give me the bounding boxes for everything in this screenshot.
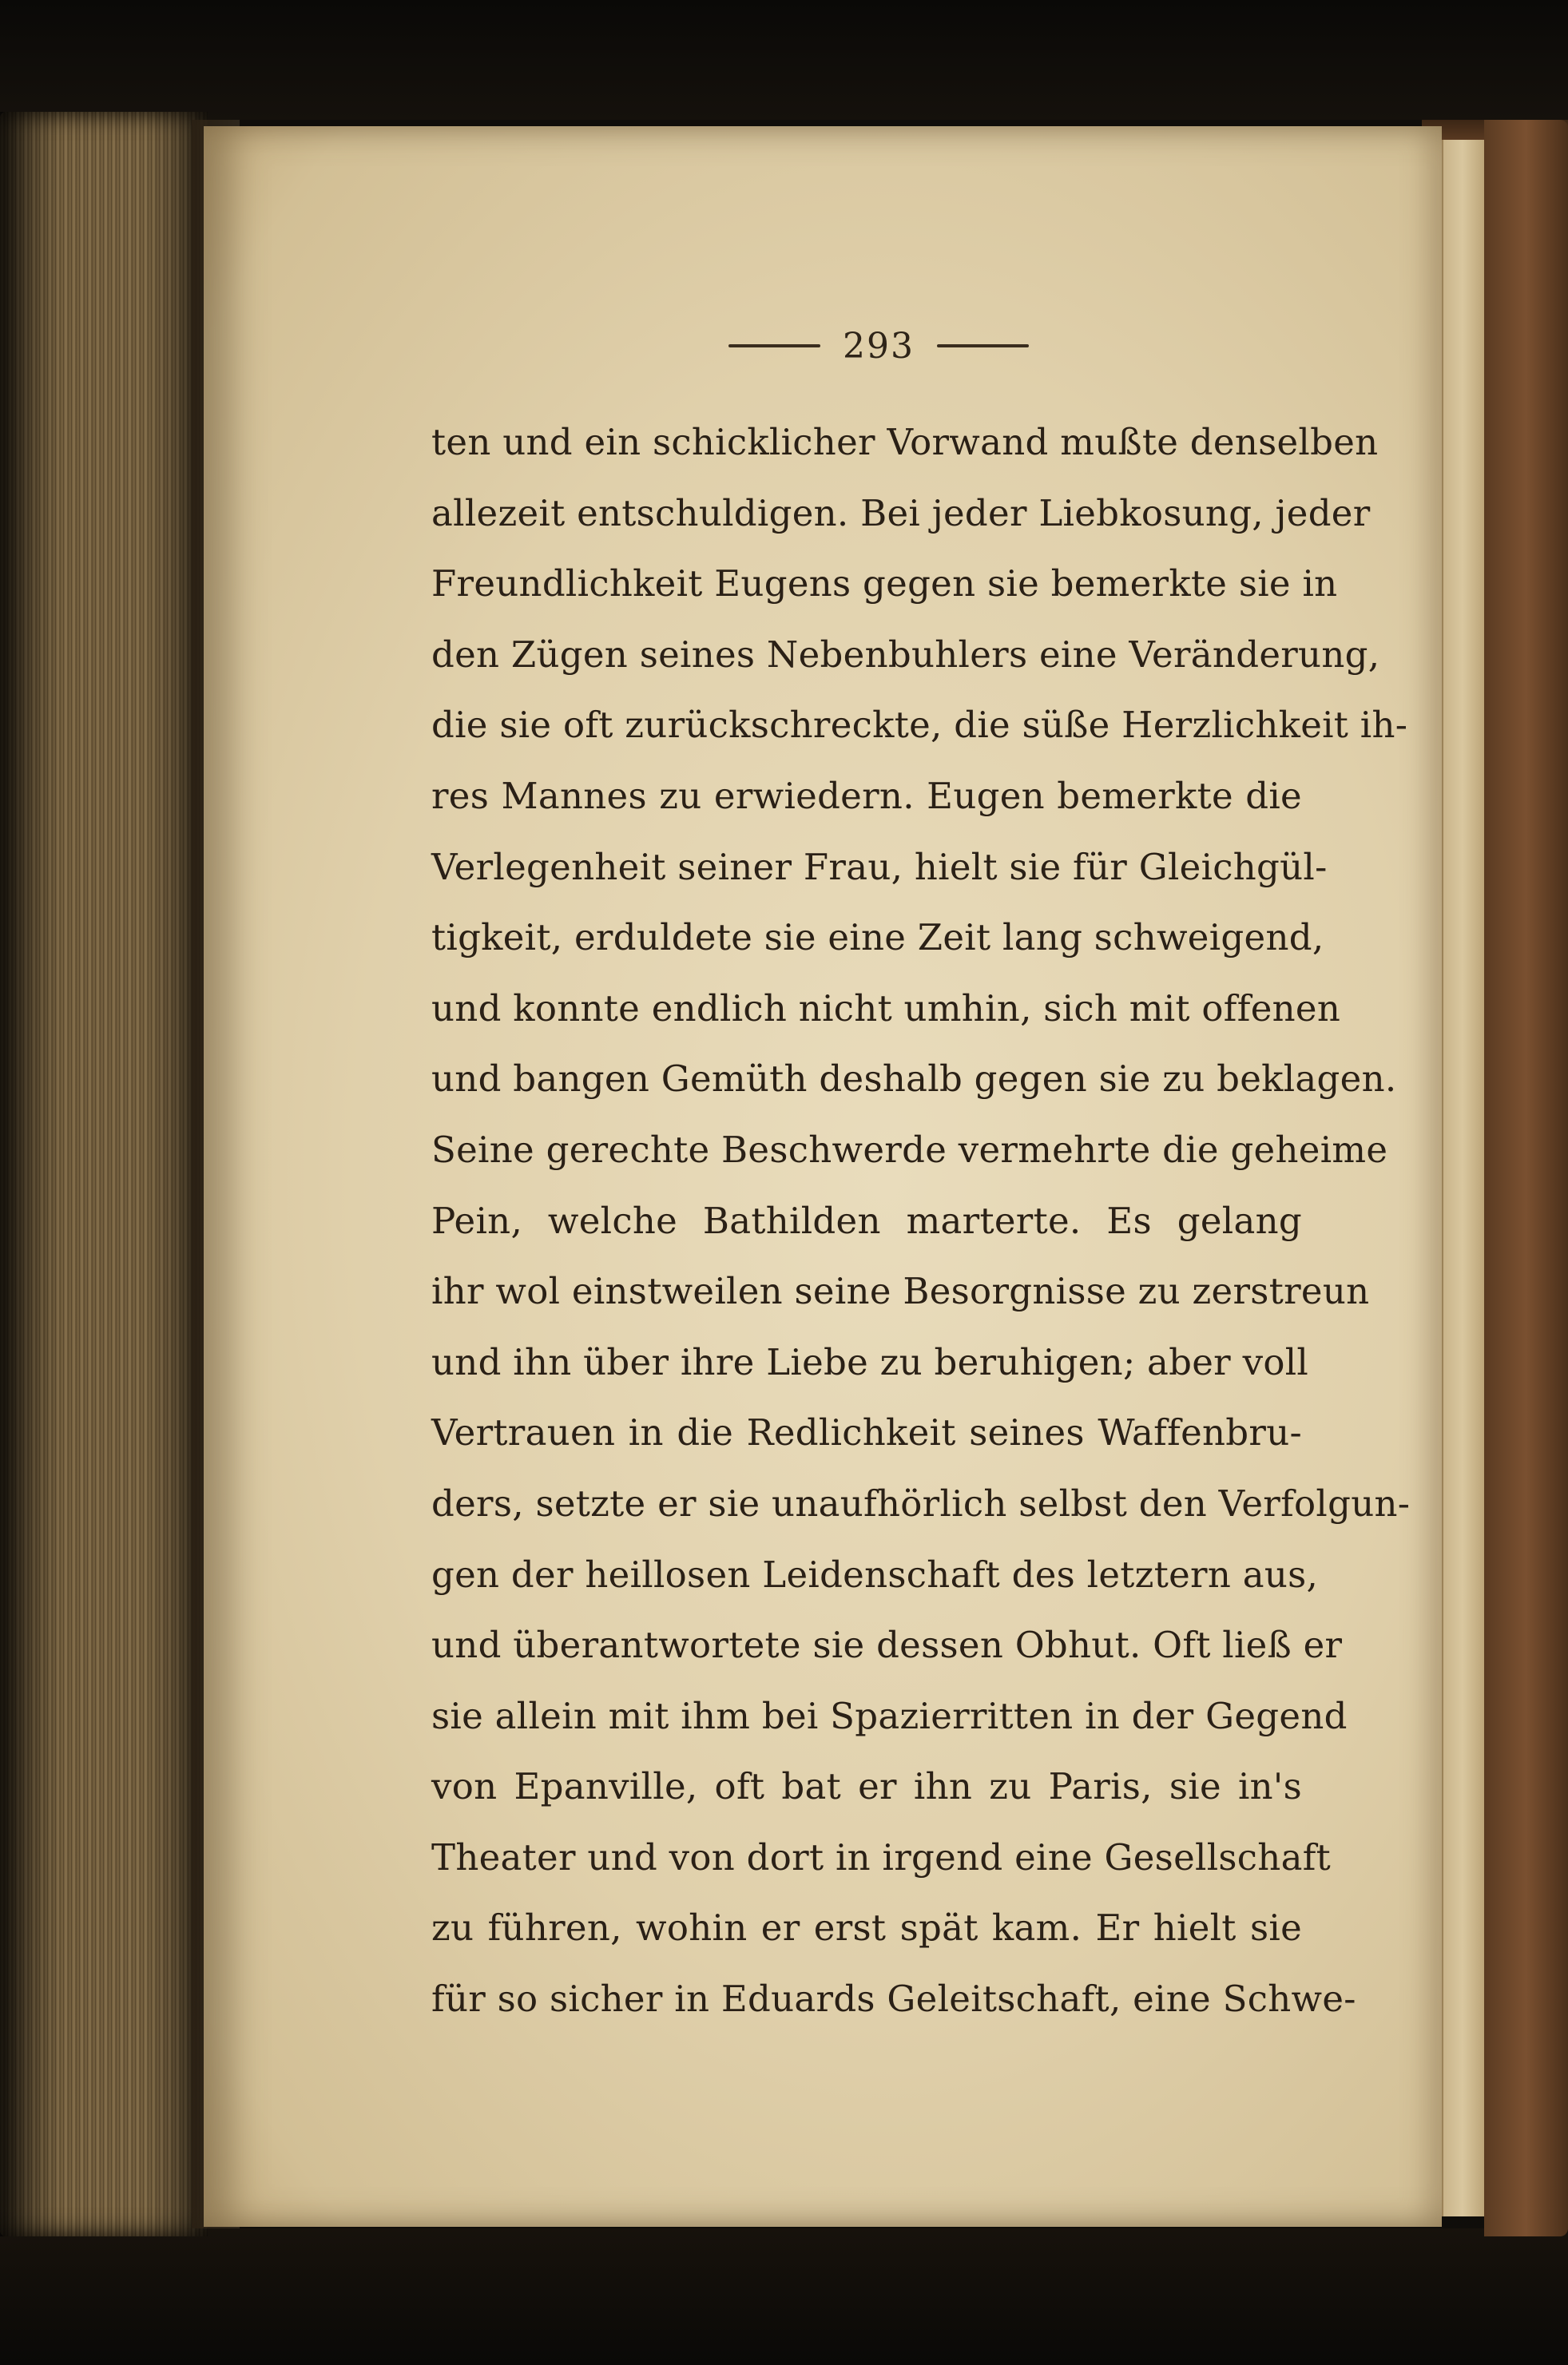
text-line: Seine gerechte Beschwerde vermehrte die geheime	[431, 1128, 1388, 1171]
text-line: Vertrauen in die Redlichkeit seines Waffenbru-	[431, 1411, 1302, 1454]
text-line: Pein, welche Bathilden marterte. Es gelang	[431, 1199, 1302, 1242]
text-line: und bangen Gemüth deshalb gegen sie zu beklagen.	[431, 1058, 1397, 1101]
text-line: Verlegenheit seiner Frau, hielt sie für Gleichgül-	[431, 845, 1328, 888]
stacked-page-edges	[0, 112, 208, 2236]
book-cover-right	[1484, 120, 1568, 2236]
text-line: allezeit entschuldigen. Bei jeder Liebkosung, jeder	[431, 491, 1371, 534]
text-line: und konnte endlich nicht umhin, sich mit offenen	[431, 986, 1341, 1030]
text-line: die sie oft zurückschreckte, die süße Herzlichkeit ih-	[431, 704, 1408, 747]
body-text	[431, 407, 1411, 2035]
text-line: ihr wol einstweilen seine Besorgnisse zu zerstreun	[431, 1270, 1370, 1313]
running-head	[703, 318, 1054, 374]
page-number: 293	[843, 325, 915, 367]
text-line: und überantwortete sie dessen Obhut. Oft ließ er	[431, 1624, 1343, 1667]
text-line: den Zügen seines Nebenbuhlers eine Veränderung,	[431, 633, 1380, 676]
text-line: sie allein mit ihm bei Spazierritten in der Gegend	[431, 1694, 1348, 1737]
text-line: Theater und von dort in irgend eine Gesellschaft	[431, 1835, 1332, 1879]
left-rule	[728, 344, 820, 347]
text-line: zu führen, wohin er erst spät kam. Er hielt sie	[431, 1907, 1302, 1950]
text-line: und ihn über ihre Liebe zu beruhigen; aber voll	[431, 1340, 1309, 1383]
background-top	[0, 0, 1568, 120]
text-line: gen der heillosen Leidenschaft des letztern aus,	[431, 1553, 1319, 1596]
text-line: tigkeit, erduldete sie eine Zeit lang schweigend,	[431, 916, 1324, 959]
text-line: von Epanville, oft bat er ihn zu Paris, sie in's	[431, 1765, 1302, 1808]
text-line: ten und ein schicklicher Vorwand mußte denselben	[431, 421, 1379, 463]
text-line: ders, setzte er sie unaufhörlich selbst den Verfolgun-	[431, 1482, 1411, 1525]
right-rule	[937, 344, 1029, 347]
text-line: Freundlichkeit Eugens gegen sie bemerkte sie in	[431, 562, 1338, 605]
text-line: für so sicher in Eduards Geleitschaft, eine Schwe-	[431, 1978, 1356, 2021]
background-bottom	[0, 2228, 1568, 2365]
text-line: res Mannes zu erwiedern. Eugen bemerkte die	[431, 774, 1302, 817]
